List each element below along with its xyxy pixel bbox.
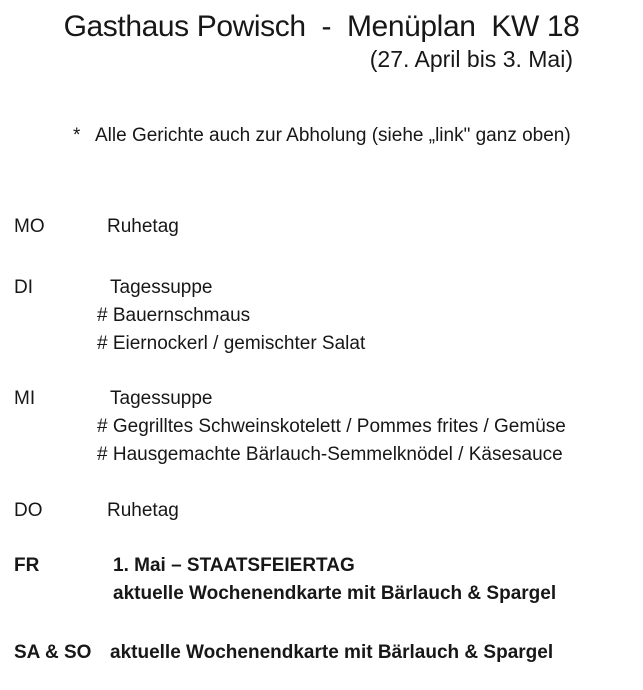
note-asterisk: * — [73, 125, 81, 146]
menu-row-fr — [0, 552, 643, 608]
note-text: Alle Gerichte auch zur Abholung (siehe „link" ganz oben) — [95, 125, 571, 146]
menu-line: # Bauernschmaus — [97, 305, 251, 326]
page-title: Gasthaus Powisch - Menüplan KW 18 — [63, 10, 580, 43]
day-label: DI — [14, 277, 33, 298]
menu-plan — [0, 213, 643, 667]
menu-line: Tagessuppe — [110, 388, 213, 409]
menu-line: # Eiernockerl / gemischter Salat — [97, 333, 366, 354]
menu-row-sa-so — [0, 639, 643, 667]
day-content — [97, 274, 643, 358]
day-label: FR — [14, 555, 40, 576]
menu-line: Ruhetag — [107, 216, 179, 237]
day-content — [97, 639, 643, 667]
menu-line: aktuelle Wochenendkarte mit Bärlauch & Spargel — [110, 642, 554, 663]
page-subtitle: (27. April bis 3. Mai) — [369, 46, 573, 72]
menu-line: 1. Mai – STAATSFEIERTAG — [113, 555, 355, 576]
menu-row-do — [0, 497, 643, 525]
day-label: SA & SO — [14, 642, 92, 663]
menu-line: aktuelle Wochenendkarte mit Bärlauch & Spargel — [113, 583, 557, 604]
menu-line: Ruhetag — [107, 500, 179, 521]
day-content — [97, 497, 643, 525]
day-content — [97, 552, 643, 608]
menu-line: Tagessuppe — [110, 277, 213, 298]
menu-row-mi — [0, 385, 643, 469]
menu-row-di — [0, 274, 643, 358]
day-label: MO — [14, 216, 45, 237]
menu-row-mo — [0, 213, 643, 241]
menu-line: # Gegrilltes Schweinskotelett / Pommes frites / Gemüse — [97, 416, 566, 437]
pickup-note — [73, 122, 643, 150]
menu-line: # Hausgemachte Bärlauch-Semmelknödel / Käsesauce — [97, 444, 563, 465]
day-label: MI — [14, 388, 36, 409]
day-content — [97, 213, 643, 241]
day-label: DO — [14, 500, 43, 521]
day-content — [97, 385, 643, 469]
